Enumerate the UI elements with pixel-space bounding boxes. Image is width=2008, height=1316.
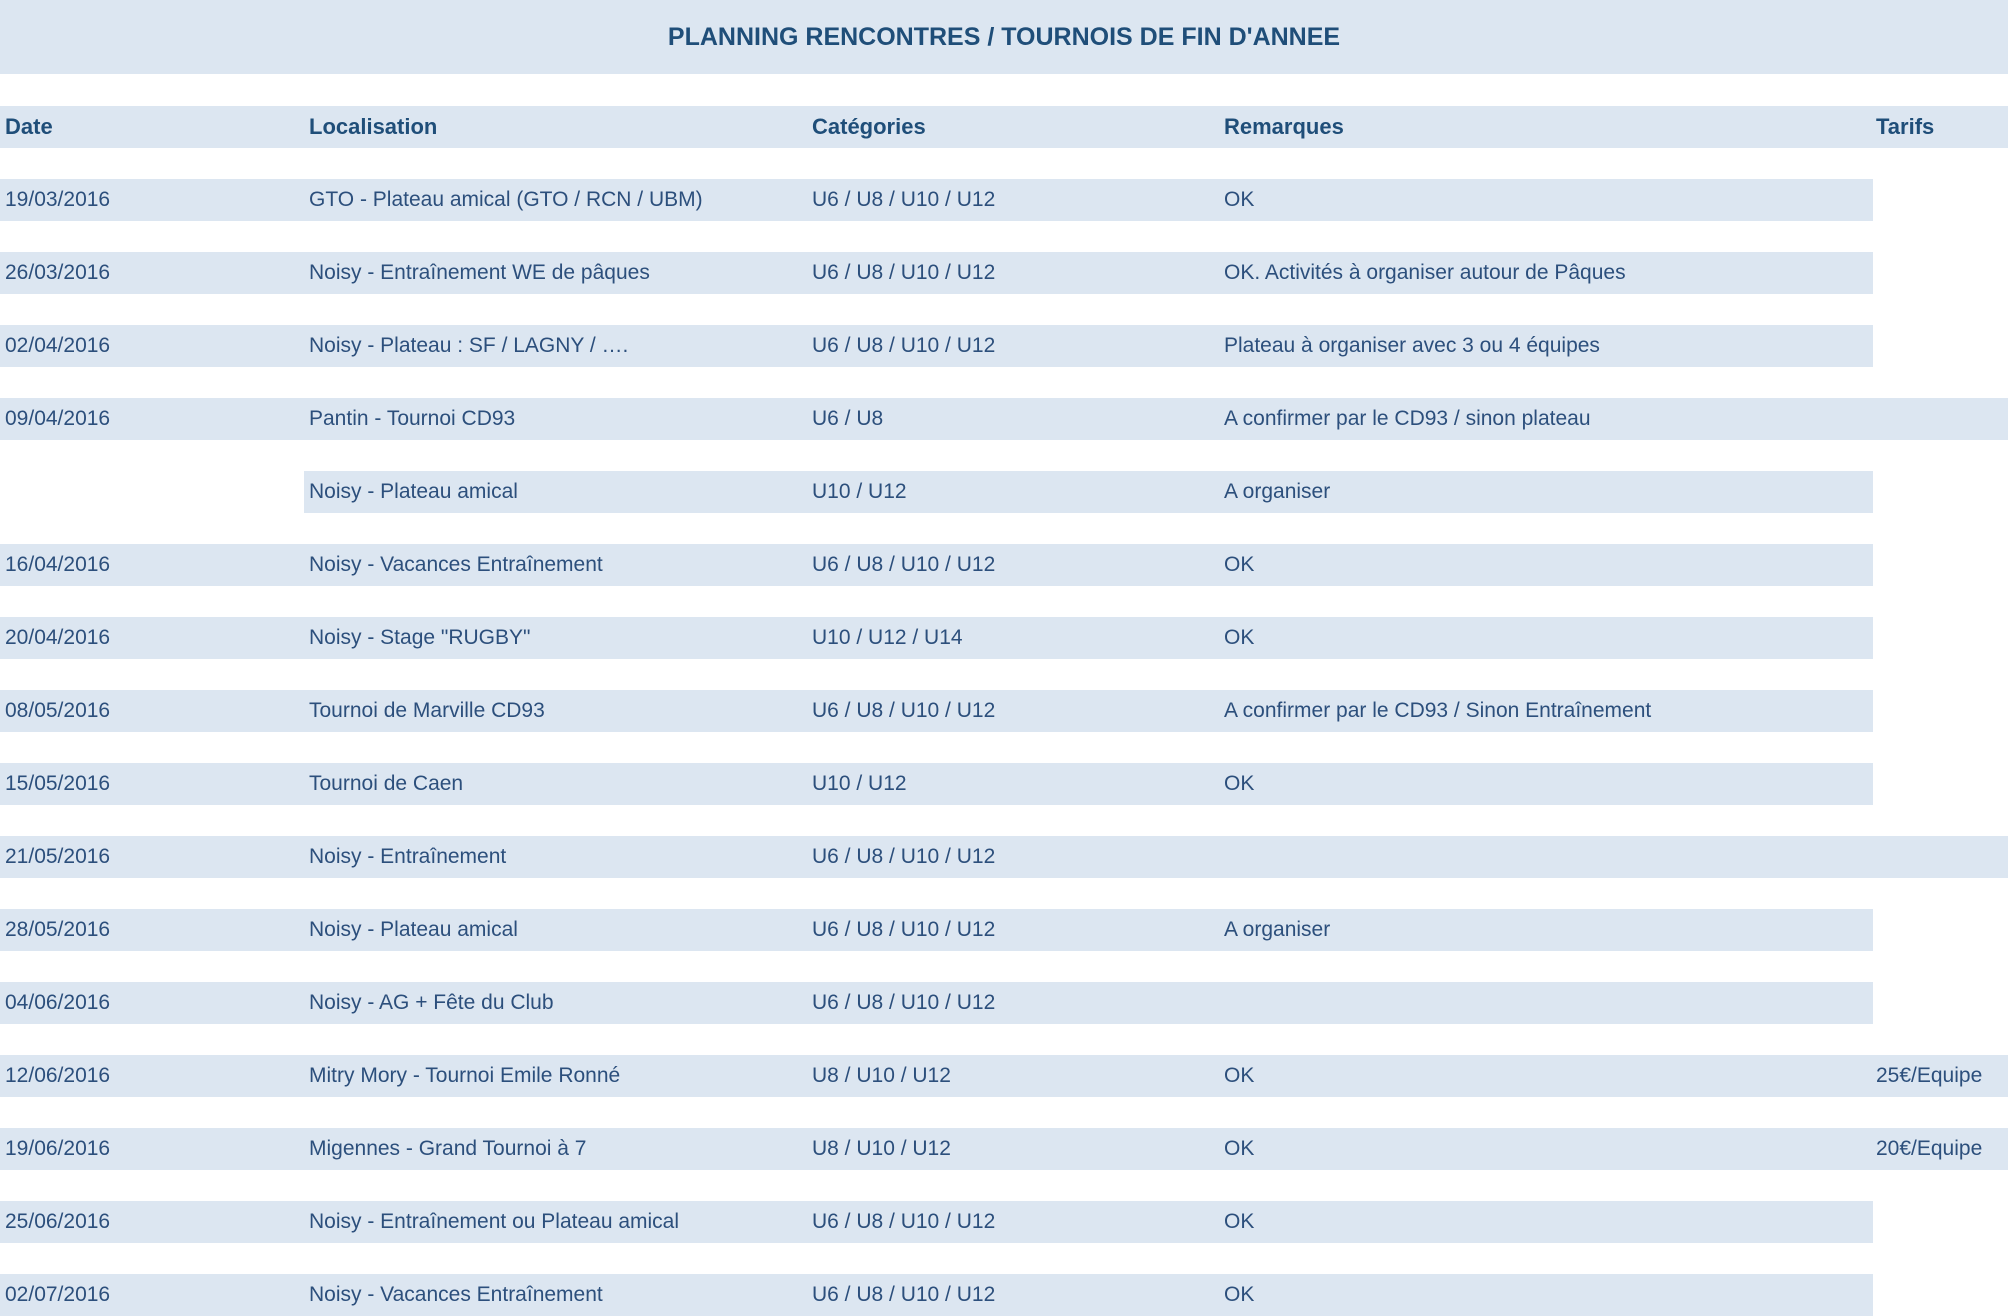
row-background: [0, 836, 2008, 878]
cell-localisation: Noisy - Plateau amical: [309, 918, 518, 941]
table-row: [0, 471, 2008, 513]
table-row: [0, 690, 2008, 732]
cell-localisation: Noisy - Stage "RUGBY": [309, 626, 531, 649]
cell-categories: U6 / U8 / U10 / U12: [812, 1283, 996, 1306]
cell-remarques: OK: [1224, 188, 1255, 211]
cell-date: 19/06/2016: [5, 1137, 111, 1160]
table-row: [0, 836, 2008, 878]
row-background: [0, 763, 1873, 805]
cell-remarques: OK: [1224, 1283, 1255, 1306]
title-band: [0, 0, 2008, 74]
page-title: PLANNING RENCONTRES / TOURNOIS DE FIN D'ANNEE: [667, 22, 1341, 51]
table-row: [0, 398, 2008, 440]
cell-categories: U6 / U8 / U10 / U12: [812, 1210, 996, 1233]
cell-categories: U6 / U8 / U10 / U12: [812, 553, 996, 576]
table-row: [0, 179, 2008, 221]
cell-remarques: Plateau à organiser avec 3 ou 4 équipes: [1224, 334, 1600, 357]
table-row: [0, 982, 2008, 1024]
cell-remarques: OK: [1224, 1064, 1255, 1087]
cell-categories: U6 / U8 / U10 / U12: [812, 918, 996, 941]
cell-localisation: Noisy - Entraînement WE de pâques: [309, 261, 650, 284]
table-row: [0, 617, 2008, 659]
cell-remarques: OK: [1224, 1137, 1255, 1160]
cell-localisation: Noisy - Plateau amical: [309, 480, 518, 503]
cell-date: 28/05/2016: [5, 918, 111, 941]
table-row: [0, 763, 2008, 805]
cell-remarques: A organiser: [1224, 918, 1331, 941]
cell-categories: U6 / U8 / U10 / U12: [812, 188, 996, 211]
header-remarques: Remarques: [1224, 114, 1344, 139]
table-row: [0, 544, 2008, 586]
table-header: [0, 106, 2008, 148]
table-row: [0, 325, 2008, 367]
cell-date: 25/06/2016: [5, 1210, 111, 1233]
cell-localisation: Mitry Mory - Tournoi Emile Ronné: [309, 1064, 621, 1087]
cell-localisation: Noisy - Vacances Entraînement: [309, 1283, 603, 1306]
cell-categories: U6 / U8 / U10 / U12: [812, 845, 996, 868]
cell-remarques: OK. Activités à organiser autour de Pâques: [1224, 261, 1626, 284]
cell-categories: U6 / U8 / U10 / U12: [812, 261, 996, 284]
cell-tarifs: 20€/Equipe: [1876, 1137, 1983, 1160]
cell-date: 26/03/2016: [5, 261, 111, 284]
cell-categories: U6 / U8: [812, 407, 884, 430]
row-background: [0, 1055, 2008, 1097]
cell-localisation: Noisy - Entraînement: [309, 845, 507, 868]
cell-date: 02/07/2016: [5, 1283, 111, 1306]
cell-localisation: Pantin - Tournoi CD93: [309, 407, 516, 430]
cell-categories: U6 / U8 / U10 / U12: [812, 991, 996, 1014]
header-categories: Catégories: [812, 114, 926, 139]
row-background: [0, 398, 2008, 440]
cell-localisation: Tournoi de Marville CD93: [309, 699, 545, 722]
cell-categories: U8 / U10 / U12: [812, 1137, 951, 1160]
cell-localisation: Noisy - Plateau : SF / LAGNY / ….: [309, 334, 629, 357]
row-background: [0, 1128, 2008, 1170]
cell-remarques: OK: [1224, 553, 1255, 576]
cell-date: 21/05/2016: [5, 845, 111, 868]
cell-categories: U10 / U12: [812, 772, 907, 795]
cell-localisation: Noisy - Vacances Entraînement: [309, 553, 603, 576]
cell-categories: U6 / U8 / U10 / U12: [812, 334, 996, 357]
row-background: [304, 471, 1873, 513]
cell-remarques: A organiser: [1224, 480, 1331, 503]
cell-localisation: GTO - Plateau amical (GTO / RCN / UBM): [309, 188, 703, 211]
cell-localisation: Noisy - Entraînement ou Plateau amical: [309, 1210, 680, 1233]
table-row: [0, 252, 2008, 294]
header-tarifs: Tarifs: [1876, 114, 1935, 139]
table-row: [0, 909, 2008, 951]
cell-date: 20/04/2016: [5, 626, 111, 649]
cell-remarques: OK: [1224, 772, 1255, 795]
cell-date: 12/06/2016: [5, 1064, 111, 1087]
cell-date: 16/04/2016: [5, 553, 111, 576]
cell-date: 08/05/2016: [5, 699, 111, 722]
table-row: [0, 1128, 2008, 1170]
cell-date: 15/05/2016: [5, 772, 111, 795]
cell-remarques: OK: [1224, 626, 1255, 649]
header-date: Date: [5, 114, 53, 139]
cell-remarques: A confirmer par le CD93 / Sinon Entraînement: [1224, 699, 1652, 722]
cell-remarques: OK: [1224, 1210, 1255, 1233]
cell-categories: U10 / U12: [812, 480, 907, 503]
cell-date: 09/04/2016: [5, 407, 111, 430]
cell-categories: U8 / U10 / U12: [812, 1064, 951, 1087]
table-row: [0, 1055, 2008, 1097]
cell-categories: U6 / U8 / U10 / U12: [812, 699, 996, 722]
cell-tarifs: 25€/Equipe: [1876, 1064, 1983, 1087]
cell-date: 02/04/2016: [5, 334, 111, 357]
cell-localisation: Tournoi de Caen: [309, 772, 464, 795]
cell-remarques: A confirmer par le CD93 / sinon plateau: [1224, 407, 1591, 430]
cell-categories: U10 / U12 / U14: [812, 626, 963, 649]
header-localisation: Localisation: [309, 114, 438, 139]
table-row: [0, 1201, 2008, 1243]
cell-localisation: Migennes - Grand Tournoi à 7: [309, 1137, 587, 1160]
cell-date: 19/03/2016: [5, 188, 111, 211]
table-row: [0, 1274, 2008, 1316]
cell-localisation: Noisy - AG + Fête du Club: [309, 991, 554, 1014]
cell-date: 04/06/2016: [5, 991, 111, 1014]
